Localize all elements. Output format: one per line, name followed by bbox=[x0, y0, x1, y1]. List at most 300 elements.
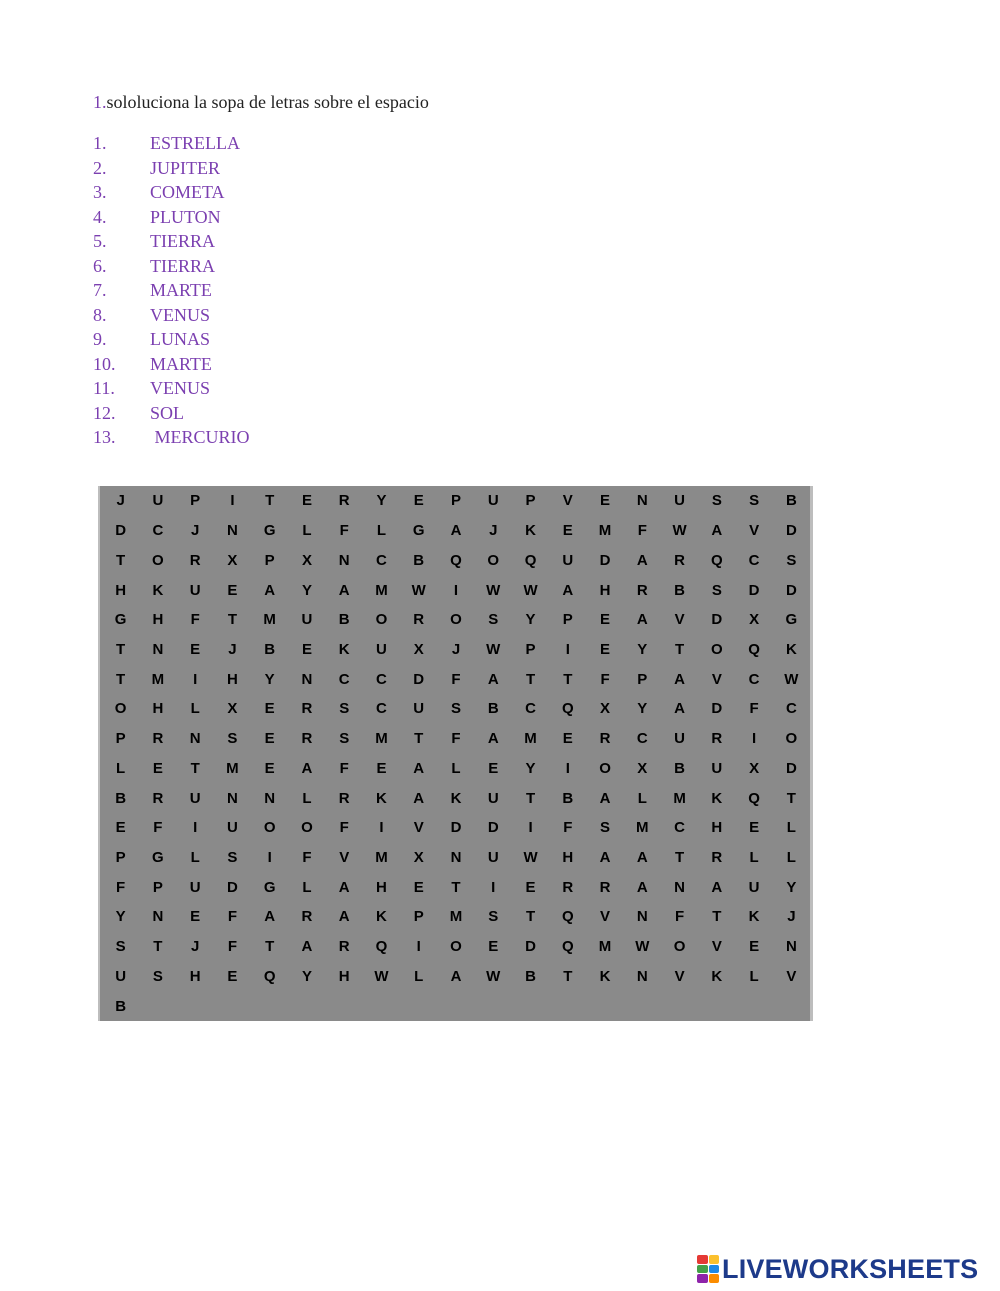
puzzle-cell[interactable]: E bbox=[600, 611, 611, 629]
puzzle-cell[interactable]: D bbox=[413, 670, 425, 688]
puzzle-cell[interactable]: A bbox=[711, 878, 723, 896]
puzzle-cell[interactable]: R bbox=[301, 700, 313, 718]
puzzle-cell[interactable]: J bbox=[116, 492, 125, 510]
puzzle-cell[interactable]: B bbox=[562, 789, 574, 807]
puzzle-cell[interactable]: R bbox=[711, 849, 723, 867]
puzzle-cell[interactable]: A bbox=[487, 730, 499, 748]
puzzle-cell[interactable]: G bbox=[152, 849, 164, 867]
puzzle-cell[interactable]: E bbox=[413, 878, 424, 896]
puzzle-cell[interactable]: N bbox=[450, 849, 462, 867]
puzzle-cell[interactable]: Y bbox=[301, 581, 312, 599]
puzzle-cell[interactable]: N bbox=[301, 670, 313, 688]
puzzle-cell[interactable]: C bbox=[376, 700, 387, 718]
puzzle-cell[interactable]: H bbox=[152, 611, 164, 629]
puzzle-cell[interactable]: R bbox=[338, 789, 350, 807]
puzzle-cell[interactable]: S bbox=[488, 611, 499, 629]
puzzle-cell[interactable]: A bbox=[264, 581, 276, 599]
puzzle-cell[interactable]: E bbox=[301, 492, 312, 510]
puzzle-cell[interactable]: V bbox=[786, 967, 797, 985]
puzzle-cell[interactable]: Y bbox=[115, 908, 126, 926]
puzzle-cell[interactable]: A bbox=[636, 611, 648, 629]
puzzle-cell[interactable]: X bbox=[749, 611, 760, 629]
puzzle-cell[interactable]: A bbox=[301, 938, 313, 956]
puzzle-cell[interactable]: C bbox=[785, 700, 797, 718]
puzzle-cell[interactable]: X bbox=[413, 640, 424, 658]
puzzle-cell[interactable]: J bbox=[787, 908, 796, 926]
puzzle-cell[interactable]: T bbox=[674, 849, 685, 867]
puzzle-cell[interactable]: A bbox=[636, 551, 648, 569]
puzzle-cell[interactable]: H bbox=[338, 967, 350, 985]
puzzle-cell[interactable]: X bbox=[301, 551, 312, 569]
puzzle-cell[interactable]: R bbox=[338, 492, 350, 510]
puzzle-cell[interactable]: E bbox=[525, 878, 536, 896]
puzzle-cell[interactable]: J bbox=[190, 522, 200, 540]
puzzle-cell[interactable]: L bbox=[749, 967, 759, 985]
puzzle-cell[interactable]: P bbox=[525, 640, 536, 658]
puzzle-cell[interactable]: W bbox=[523, 849, 538, 867]
puzzle-cell[interactable]: A bbox=[450, 967, 462, 985]
puzzle-cell[interactable]: H bbox=[562, 849, 574, 867]
puzzle-cell[interactable]: B bbox=[115, 789, 127, 807]
puzzle-cell[interactable]: E bbox=[152, 759, 163, 777]
puzzle-cell[interactable]: O bbox=[263, 819, 276, 837]
puzzle-cell[interactable]: R bbox=[338, 938, 350, 956]
puzzle-cell[interactable]: S bbox=[711, 492, 722, 510]
puzzle-cell[interactable]: X bbox=[227, 700, 238, 718]
puzzle-cell[interactable]: M bbox=[375, 730, 388, 748]
puzzle-cell[interactable]: O bbox=[673, 938, 686, 956]
puzzle-cell[interactable]: O bbox=[301, 819, 313, 837]
puzzle-cell[interactable]: A bbox=[413, 759, 425, 777]
puzzle-cell[interactable]: N bbox=[338, 551, 350, 569]
puzzle-cell[interactable]: L bbox=[302, 878, 312, 896]
puzzle-cell[interactable]: N bbox=[226, 522, 238, 540]
puzzle-cell[interactable]: X bbox=[227, 551, 238, 569]
puzzle-cell[interactable]: V bbox=[711, 670, 722, 688]
puzzle-cell[interactable]: A bbox=[636, 878, 648, 896]
puzzle-cell[interactable]: R bbox=[599, 878, 611, 896]
puzzle-cell[interactable]: C bbox=[152, 522, 164, 540]
puzzle-cell[interactable]: I bbox=[491, 878, 496, 896]
puzzle-cell[interactable]: E bbox=[301, 640, 312, 658]
puzzle-cell[interactable]: V bbox=[339, 849, 350, 867]
puzzle-cell[interactable]: K bbox=[450, 789, 462, 807]
puzzle-cell[interactable]: R bbox=[562, 878, 574, 896]
puzzle-cell[interactable]: Y bbox=[301, 967, 312, 985]
puzzle-cell[interactable]: L bbox=[116, 759, 126, 777]
puzzle-cell[interactable]: A bbox=[674, 700, 685, 718]
puzzle-cell[interactable]: T bbox=[525, 670, 536, 688]
puzzle-cell[interactable]: Y bbox=[525, 759, 536, 777]
puzzle-cell[interactable]: K bbox=[376, 908, 387, 926]
puzzle-cell[interactable]: U bbox=[487, 492, 499, 510]
puzzle-cell[interactable]: U bbox=[413, 700, 425, 718]
puzzle-cell[interactable]: U bbox=[189, 581, 201, 599]
puzzle-cell[interactable]: V bbox=[711, 938, 722, 956]
puzzle-cell[interactable]: T bbox=[116, 670, 126, 688]
puzzle-cell[interactable]: S bbox=[227, 849, 238, 867]
puzzle-cell[interactable]: B bbox=[674, 581, 685, 599]
puzzle-cell[interactable]: P bbox=[152, 878, 163, 896]
puzzle-cell[interactable]: F bbox=[339, 522, 349, 540]
puzzle-cell[interactable]: X bbox=[600, 700, 611, 718]
puzzle-cell[interactable]: F bbox=[153, 819, 163, 837]
puzzle-cell[interactable]: E bbox=[115, 819, 126, 837]
puzzle-cell[interactable]: C bbox=[338, 670, 350, 688]
puzzle-cell[interactable]: F bbox=[637, 522, 647, 540]
puzzle-cell[interactable]: S bbox=[227, 730, 238, 748]
puzzle-cell[interactable]: I bbox=[528, 819, 533, 837]
puzzle-cell[interactable]: T bbox=[563, 670, 573, 688]
puzzle-cell[interactable]: R bbox=[636, 581, 648, 599]
puzzle-cell[interactable]: L bbox=[190, 849, 200, 867]
puzzle-cell[interactable]: Q bbox=[561, 908, 574, 926]
puzzle-cell[interactable]: L bbox=[302, 789, 312, 807]
puzzle-cell[interactable]: U bbox=[674, 492, 685, 510]
puzzle-cell[interactable]: R bbox=[413, 611, 425, 629]
puzzle-cell[interactable]: X bbox=[749, 759, 760, 777]
puzzle-cell[interactable]: D bbox=[525, 938, 536, 956]
puzzle-cell[interactable]: E bbox=[562, 522, 573, 540]
puzzle-cell[interactable]: E bbox=[488, 938, 499, 956]
puzzle-cell[interactable]: L bbox=[414, 967, 424, 985]
puzzle-cell[interactable]: I bbox=[267, 849, 272, 867]
puzzle-cell[interactable]: M bbox=[375, 849, 388, 867]
puzzle-cell[interactable]: S bbox=[600, 819, 611, 837]
puzzle-cell[interactable]: H bbox=[189, 967, 201, 985]
puzzle-cell[interactable]: K bbox=[748, 908, 760, 926]
puzzle-cell[interactable]: F bbox=[451, 730, 461, 748]
puzzle-cell[interactable]: A bbox=[711, 522, 723, 540]
puzzle-cell[interactable]: M bbox=[636, 819, 649, 837]
puzzle-cell[interactable]: E bbox=[376, 759, 387, 777]
puzzle-cell[interactable]: S bbox=[339, 730, 350, 748]
puzzle-cell[interactable]: K bbox=[338, 640, 350, 658]
puzzle-cell[interactable]: S bbox=[115, 938, 126, 956]
puzzle-cell[interactable]: B bbox=[115, 997, 127, 1015]
puzzle-cell[interactable]: E bbox=[600, 492, 611, 510]
puzzle-cell[interactable]: W bbox=[411, 581, 426, 599]
puzzle-cell[interactable]: F bbox=[563, 819, 573, 837]
puzzle-cell[interactable]: O bbox=[152, 551, 164, 569]
puzzle-cell[interactable]: C bbox=[376, 551, 387, 569]
puzzle-cell[interactable]: X bbox=[413, 849, 424, 867]
puzzle-cell[interactable]: D bbox=[785, 522, 797, 540]
puzzle-cell[interactable]: B bbox=[674, 759, 685, 777]
puzzle-cell[interactable]: M bbox=[449, 908, 463, 926]
puzzle-cell[interactable]: Q bbox=[561, 700, 574, 718]
puzzle-cell[interactable]: B bbox=[338, 611, 350, 629]
puzzle-cell[interactable]: W bbox=[672, 522, 687, 540]
puzzle-cell[interactable]: S bbox=[711, 581, 722, 599]
puzzle-cell[interactable]: I bbox=[565, 759, 570, 777]
puzzle-cell[interactable]: H bbox=[376, 878, 387, 896]
puzzle-cell[interactable]: R bbox=[152, 789, 164, 807]
puzzle-cell[interactable]: G bbox=[263, 878, 276, 896]
puzzle-cell[interactable]: W bbox=[784, 670, 799, 688]
puzzle-cell[interactable]: F bbox=[190, 611, 200, 629]
puzzle-cell[interactable]: N bbox=[674, 878, 685, 896]
puzzle-cell[interactable]: W bbox=[523, 581, 538, 599]
puzzle-cell[interactable]: O bbox=[375, 611, 388, 629]
puzzle-cell[interactable]: U bbox=[301, 611, 313, 629]
puzzle-cell[interactable]: N bbox=[636, 908, 648, 926]
puzzle-cell[interactable]: M bbox=[598, 522, 612, 540]
puzzle-cell[interactable]: U bbox=[487, 849, 499, 867]
puzzle-cell[interactable]: E bbox=[413, 492, 424, 510]
puzzle-cell[interactable]: L bbox=[451, 759, 461, 777]
puzzle-cell[interactable]: P bbox=[115, 849, 126, 867]
puzzle-cell[interactable]: B bbox=[487, 700, 499, 718]
puzzle-cell[interactable]: N bbox=[152, 640, 164, 658]
puzzle-cell[interactable]: D bbox=[711, 700, 723, 718]
puzzle-cell[interactable]: K bbox=[525, 522, 536, 540]
puzzle-cell[interactable]: D bbox=[785, 581, 797, 599]
puzzle-cell[interactable]: U bbox=[748, 878, 760, 896]
puzzle-cell[interactable]: L bbox=[637, 789, 647, 807]
puzzle-cell[interactable]: P bbox=[264, 551, 275, 569]
puzzle-cell[interactable]: K bbox=[599, 967, 611, 985]
puzzle-cell[interactable]: Y bbox=[525, 611, 536, 629]
puzzle-cell[interactable]: U bbox=[189, 878, 201, 896]
puzzle-cell[interactable]: V bbox=[674, 967, 685, 985]
puzzle-cell[interactable]: A bbox=[338, 908, 350, 926]
puzzle-cell[interactable]: I bbox=[230, 492, 235, 510]
puzzle-cell[interactable]: B bbox=[264, 640, 276, 658]
puzzle-cell[interactable]: T bbox=[190, 759, 200, 777]
puzzle-cell[interactable]: E bbox=[264, 700, 275, 718]
puzzle-cell[interactable]: T bbox=[563, 967, 573, 985]
puzzle-cell[interactable]: M bbox=[375, 581, 388, 599]
puzzle-cell[interactable]: O bbox=[114, 700, 127, 718]
puzzle-cell[interactable]: M bbox=[151, 670, 165, 688]
puzzle-cell[interactable]: B bbox=[413, 551, 425, 569]
liveworksheets-brand[interactable] bbox=[697, 1255, 978, 1283]
puzzle-cell[interactable]: A bbox=[264, 908, 276, 926]
puzzle-cell[interactable]: T bbox=[451, 878, 461, 896]
puzzle-cell[interactable]: N bbox=[264, 789, 276, 807]
puzzle-cell[interactable]: L bbox=[302, 522, 312, 540]
puzzle-cell[interactable]: R bbox=[152, 730, 164, 748]
puzzle-cell[interactable]: F bbox=[227, 908, 237, 926]
puzzle-cell[interactable]: T bbox=[153, 938, 163, 956]
puzzle-cell[interactable]: V bbox=[749, 522, 760, 540]
puzzle-cell[interactable]: P bbox=[115, 730, 126, 748]
puzzle-cell[interactable]: Q bbox=[375, 938, 388, 956]
puzzle-cell[interactable]: I bbox=[193, 670, 198, 688]
puzzle-cell[interactable]: Y bbox=[786, 878, 797, 896]
puzzle-cell[interactable]: E bbox=[562, 730, 573, 748]
puzzle-cell[interactable]: U bbox=[376, 640, 387, 658]
puzzle-cell[interactable]: F bbox=[339, 759, 349, 777]
puzzle-cell[interactable]: D bbox=[226, 878, 238, 896]
puzzle-cell[interactable]: N bbox=[636, 492, 648, 510]
puzzle-cell[interactable]: F bbox=[302, 849, 312, 867]
puzzle-cell[interactable]: F bbox=[227, 938, 237, 956]
puzzle-cell[interactable]: C bbox=[636, 730, 648, 748]
puzzle-cell[interactable]: F bbox=[116, 878, 126, 896]
puzzle-cell[interactable]: M bbox=[524, 730, 537, 748]
puzzle-cell[interactable]: T bbox=[227, 611, 237, 629]
puzzle-cell[interactable]: C bbox=[748, 551, 760, 569]
puzzle-cell[interactable]: J bbox=[190, 938, 200, 956]
puzzle-cell[interactable]: T bbox=[674, 640, 685, 658]
puzzle-cell[interactable]: A bbox=[636, 849, 648, 867]
puzzle-cell[interactable]: N bbox=[636, 967, 648, 985]
puzzle-cell[interactable]: J bbox=[451, 640, 461, 658]
puzzle-cell[interactable]: O bbox=[450, 611, 462, 629]
puzzle-cell[interactable]: N bbox=[226, 789, 238, 807]
puzzle-cell[interactable]: Y bbox=[264, 670, 275, 688]
puzzle-cell[interactable]: D bbox=[599, 551, 611, 569]
puzzle-cell[interactable]: E bbox=[600, 640, 611, 658]
puzzle-cell[interactable]: E bbox=[227, 581, 238, 599]
puzzle-cell[interactable]: V bbox=[600, 908, 611, 926]
puzzle-cell[interactable]: Q bbox=[450, 551, 462, 569]
puzzle-cell[interactable]: A bbox=[338, 878, 350, 896]
puzzle-cell[interactable]: M bbox=[226, 759, 239, 777]
puzzle-cell[interactable]: C bbox=[748, 670, 760, 688]
puzzle-cell[interactable]: G bbox=[114, 611, 127, 629]
puzzle-cell[interactable]: K bbox=[152, 581, 164, 599]
puzzle-cell[interactable]: U bbox=[226, 819, 238, 837]
puzzle-cell[interactable]: R bbox=[599, 730, 611, 748]
puzzle-cell[interactable]: U bbox=[711, 759, 723, 777]
puzzle-cell[interactable]: S bbox=[488, 908, 499, 926]
puzzle-cell[interactable]: D bbox=[748, 581, 760, 599]
puzzle-cell[interactable]: A bbox=[413, 789, 425, 807]
puzzle-cell[interactable]: U bbox=[562, 551, 574, 569]
puzzle-cell[interactable]: U bbox=[152, 492, 164, 510]
puzzle-cell[interactable]: U bbox=[487, 789, 499, 807]
puzzle-cell[interactable]: S bbox=[450, 700, 461, 718]
puzzle-cell[interactable]: R bbox=[674, 551, 685, 569]
puzzle-cell[interactable]: Q bbox=[524, 551, 537, 569]
puzzle-cell[interactable]: O bbox=[785, 730, 798, 748]
puzzle-cell[interactable]: A bbox=[599, 789, 611, 807]
puzzle-cell[interactable]: E bbox=[264, 730, 275, 748]
puzzle-cell[interactable]: E bbox=[488, 759, 499, 777]
puzzle-cell[interactable]: P bbox=[637, 670, 648, 688]
puzzle-cell[interactable]: O bbox=[599, 759, 611, 777]
puzzle-cell[interactable]: O bbox=[487, 551, 500, 569]
puzzle-cell[interactable]: L bbox=[786, 819, 796, 837]
puzzle-cell[interactable]: C bbox=[376, 670, 387, 688]
puzzle-cell[interactable]: K bbox=[711, 967, 723, 985]
puzzle-cell[interactable]: W bbox=[486, 640, 501, 658]
puzzle-cell[interactable]: N bbox=[152, 908, 164, 926]
puzzle-cell[interactable]: F bbox=[451, 670, 461, 688]
puzzle-cell[interactable]: D bbox=[785, 759, 797, 777]
puzzle-cell[interactable]: F bbox=[674, 908, 685, 926]
puzzle-cell[interactable]: P bbox=[190, 492, 201, 510]
puzzle-cell[interactable]: R bbox=[301, 908, 313, 926]
puzzle-cell[interactable]: A bbox=[487, 670, 499, 688]
puzzle-cell[interactable]: T bbox=[265, 938, 275, 956]
puzzle-cell[interactable]: B bbox=[785, 492, 797, 510]
puzzle-cell[interactable]: D bbox=[487, 819, 499, 837]
puzzle-cell[interactable]: L bbox=[190, 700, 200, 718]
puzzle-cell[interactable]: T bbox=[525, 908, 536, 926]
puzzle-cell[interactable]: S bbox=[339, 700, 350, 718]
puzzle-cell[interactable]: Y bbox=[637, 700, 648, 718]
puzzle-cell[interactable]: P bbox=[525, 492, 536, 510]
puzzle-cell[interactable]: I bbox=[193, 819, 198, 837]
puzzle-cell[interactable]: Y bbox=[637, 640, 648, 658]
puzzle-cell[interactable]: N bbox=[785, 938, 797, 956]
puzzle-cell[interactable]: W bbox=[374, 967, 389, 985]
puzzle-cell[interactable]: R bbox=[301, 730, 313, 748]
puzzle-cell[interactable]: T bbox=[116, 640, 126, 658]
puzzle-cell[interactable]: I bbox=[752, 730, 757, 748]
puzzle-cell[interactable]: S bbox=[152, 967, 163, 985]
puzzle-cell[interactable]: O bbox=[711, 640, 723, 658]
puzzle-cell[interactable]: R bbox=[711, 730, 723, 748]
puzzle-cell[interactable]: K bbox=[711, 789, 723, 807]
puzzle-cell[interactable]: B bbox=[525, 967, 536, 985]
puzzle-cell[interactable]: P bbox=[450, 492, 461, 510]
puzzle-cell[interactable]: U bbox=[189, 789, 201, 807]
puzzle-cell[interactable]: G bbox=[412, 522, 425, 540]
puzzle-cell[interactable]: E bbox=[190, 640, 201, 658]
puzzle-cell[interactable]: J bbox=[489, 522, 498, 540]
puzzle-cell[interactable]: R bbox=[189, 551, 201, 569]
puzzle-cell[interactable]: Q bbox=[561, 938, 574, 956]
puzzle-cell[interactable]: T bbox=[712, 908, 722, 926]
puzzle-cell[interactable]: N bbox=[189, 730, 201, 748]
puzzle-cell[interactable]: M bbox=[263, 611, 276, 629]
puzzle-cell[interactable]: X bbox=[637, 759, 648, 777]
puzzle-cell[interactable]: T bbox=[116, 551, 126, 569]
puzzle-cell[interactable]: P bbox=[562, 611, 573, 629]
puzzle-cell[interactable]: H bbox=[226, 670, 238, 688]
puzzle-cell[interactable]: T bbox=[414, 730, 424, 748]
puzzle-cell[interactable]: L bbox=[786, 849, 796, 867]
puzzle-cell[interactable]: Q bbox=[263, 967, 276, 985]
puzzle-cell[interactable]: F bbox=[339, 819, 349, 837]
puzzle-cell[interactable]: D bbox=[711, 611, 723, 629]
puzzle-cell[interactable]: I bbox=[416, 938, 421, 956]
puzzle-cell[interactable]: E bbox=[227, 967, 238, 985]
puzzle-cell[interactable]: E bbox=[749, 938, 760, 956]
puzzle-cell[interactable]: G bbox=[263, 522, 276, 540]
puzzle-cell[interactable]: S bbox=[749, 492, 760, 510]
puzzle-cell[interactable]: K bbox=[376, 789, 387, 807]
puzzle-cell[interactable]: W bbox=[486, 967, 501, 985]
puzzle-cell[interactable]: A bbox=[450, 522, 462, 540]
puzzle-cell[interactable]: T bbox=[525, 789, 536, 807]
puzzle-cell[interactable]: A bbox=[338, 581, 350, 599]
puzzle-cell[interactable]: C bbox=[525, 700, 536, 718]
puzzle-cell[interactable]: Q bbox=[748, 640, 760, 658]
puzzle-cell[interactable]: I bbox=[565, 640, 570, 658]
puzzle-cell[interactable]: H bbox=[115, 581, 127, 599]
puzzle-cell[interactable]: H bbox=[711, 819, 723, 837]
puzzle-cell[interactable]: K bbox=[785, 640, 797, 658]
puzzle-cell[interactable]: W bbox=[635, 938, 650, 956]
puzzle-cell[interactable]: E bbox=[190, 908, 201, 926]
puzzle-cell[interactable]: W bbox=[486, 581, 501, 599]
puzzle-cell[interactable]: I bbox=[379, 819, 384, 837]
puzzle-cell[interactable]: F bbox=[600, 670, 610, 688]
puzzle-cell[interactable]: U bbox=[674, 730, 685, 748]
puzzle-cell[interactable]: G bbox=[785, 611, 798, 629]
puzzle-cell[interactable]: Q bbox=[748, 789, 760, 807]
puzzle-cell[interactable]: D bbox=[115, 522, 127, 540]
puzzle-cell[interactable]: D bbox=[450, 819, 462, 837]
puzzle-cell[interactable]: I bbox=[453, 581, 459, 599]
puzzle-cell[interactable]: A bbox=[301, 759, 313, 777]
